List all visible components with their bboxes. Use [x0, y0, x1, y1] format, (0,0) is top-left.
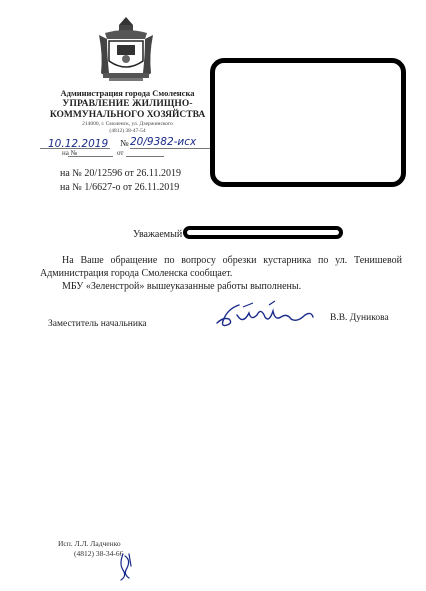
reference-line: на № 1/6627-о от 26.11.2019: [60, 182, 180, 193]
body-paragraph-line: На Ваше обращение по вопросу обрезки кустарника по ул. Тенишевой: [62, 255, 402, 266]
department-name-line2: КОММУНАЛЬНОГО ХОЗЯЙСТВА: [49, 110, 206, 120]
incoming-number-label: на №: [62, 149, 78, 157]
outgoing-number: 20/9382-исх: [130, 136, 197, 148]
incoming-number-underline: [68, 156, 113, 157]
executor-phone: (4812) 38-34-66: [74, 549, 124, 558]
signatory-title: Заместитель начальника: [48, 319, 147, 329]
body-paragraph-line: МБУ «Зеленстрой» вышеуказанные работы выполнены.: [62, 281, 302, 292]
number-underline: [130, 148, 210, 149]
redacted-recipient-block: [210, 58, 406, 187]
redacted-recipient-name: [183, 226, 343, 239]
department-name-line1: УПРАВЛЕНИЕ ЖИЛИЩНО-: [62, 99, 193, 109]
greeting: Уважаемый: [133, 229, 183, 240]
smolensk-coat-of-arms-icon: [95, 15, 157, 83]
handwritten-signature-icon: [213, 297, 318, 331]
reference-line: на № 20/12596 от 26.11.2019: [60, 168, 181, 179]
number-sign: №: [120, 138, 129, 148]
department-address: 214000, г. Смоленск, ул. Дзержинского: [82, 121, 173, 127]
department-phone: (4812) 38-47-54: [109, 128, 146, 134]
executor-name: Исп. Л.Л. Ладченко: [58, 539, 121, 548]
incoming-date-label: от: [117, 149, 124, 157]
outgoing-date: 10.12.2019: [48, 138, 109, 150]
incoming-date-underline: [126, 156, 164, 157]
admin-name: Администрация города Смоленска: [60, 88, 195, 98]
body-paragraph-line: Администрация города Смоленска сообщает.: [40, 268, 233, 279]
handwritten-initials-icon: [117, 550, 135, 582]
signatory-name: В.В. Дуникова: [330, 313, 389, 323]
